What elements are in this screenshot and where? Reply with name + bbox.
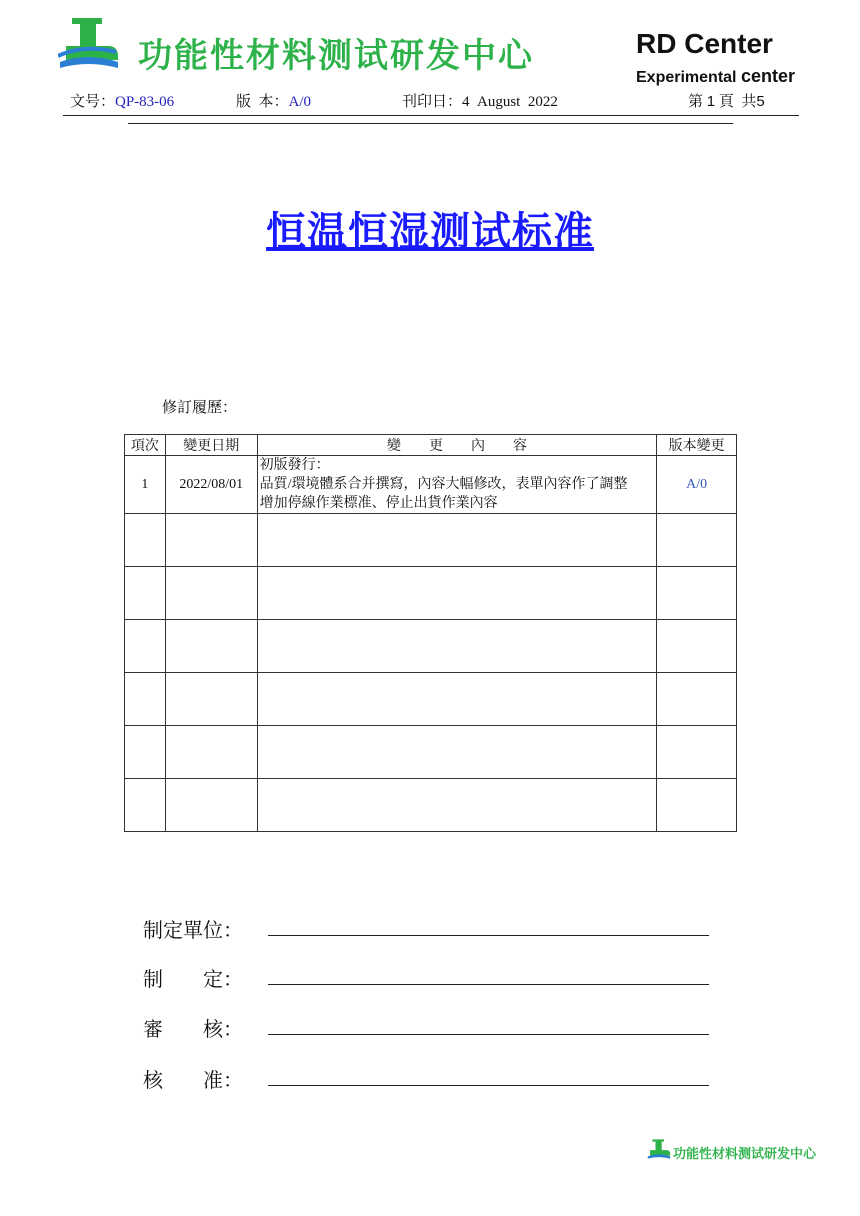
sig-prepared-line <box>268 984 709 985</box>
revision-header-row <box>125 435 737 456</box>
table-row <box>125 673 737 726</box>
doc-number: 文号：QP-83-06 <box>70 94 175 110</box>
row-change-date: 2022/08/01 <box>165 456 257 514</box>
sig-approved-label: 核 准： <box>143 1068 243 1092</box>
table-row <box>125 567 737 620</box>
footer-org-name: 功能性材料测试研发中心 <box>673 1147 817 1162</box>
sig-reviewed-label: 審 核： <box>143 1017 243 1041</box>
table-row <box>125 620 737 673</box>
header-rule <box>63 115 799 116</box>
col-change-content: 變 更 內 容 <box>257 435 657 456</box>
sig-unit-line <box>268 935 709 936</box>
revision-table <box>124 434 737 832</box>
col-item-no: 項次 <box>125 435 166 456</box>
revision-history-label: 修訂履歷： <box>162 400 238 416</box>
col-version-change: 版本變更 <box>657 435 737 456</box>
doc-version: 版 本：A/0 <box>236 94 312 110</box>
table-row <box>125 726 737 779</box>
print-date: 刊印日：4 August 2022 <box>402 94 558 110</box>
table-row <box>125 514 737 567</box>
row-item-no: 1 <box>125 456 166 514</box>
page-indicator: 第 1 頁 共5 <box>688 93 765 110</box>
table-row <box>125 456 737 514</box>
sig-unit-label: 制定單位： <box>143 918 243 942</box>
document-title: 恒温恒湿测试标准 <box>266 208 594 255</box>
rd-center-subtitle: Experimental center <box>636 66 795 86</box>
table-row <box>125 779 737 832</box>
footer-logo-icon <box>647 1138 671 1160</box>
rd-center-title: RD Center <box>636 28 773 59</box>
row-version: A/0 <box>657 456 737 514</box>
sig-prepared-label: 制 定： <box>143 967 243 991</box>
header-subrule <box>128 123 733 124</box>
sig-approved-line <box>268 1085 709 1086</box>
row-change-content: 初版發行： 品質/環境體系合并撰寫，內容大幅修改，表單內容作了調整 增加停線作業標准、停止出貨作業內容 <box>257 456 657 514</box>
sig-reviewed-line <box>268 1034 709 1035</box>
col-change-date: 變更日期 <box>165 435 257 456</box>
boot-logo-icon <box>58 16 120 70</box>
org-name: 功能性材料测试研发中心 <box>138 36 534 76</box>
